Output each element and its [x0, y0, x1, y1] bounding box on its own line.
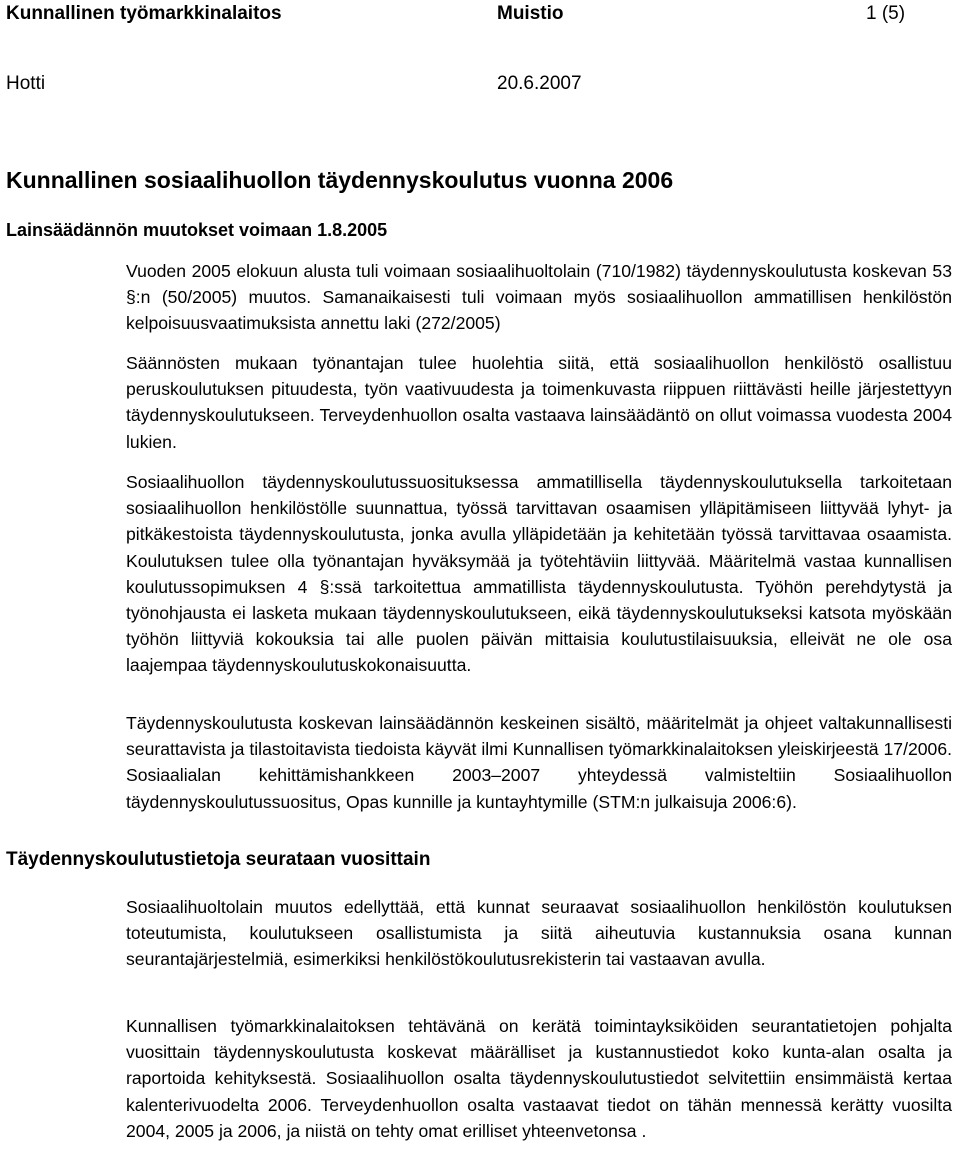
paragraph-data-collection: Kunnallisen työmarkkinalaitoksen tehtävänä on kerätä toimintayksiköiden seurantatietojen pohjalta vuosittain täydennyskoulutusta koskevat määrälliset ja kustannustiedot koko kunta-alan osalta ja raportoida kehityksestä. Sosiaalihuollon osalta täydennyskoulutustiedot selvitettiin ensimmäistä kertaa kalenterivuodelta 2006. Terveydenhuollon osalta vastaavat tiedot on tähän mennessä kerätty vuosilta 2004, 2005 ja 2006, ja niistä on tehty omat erilliset yhteenvetonsa . [126, 1016, 952, 1141]
paragraph-legislation-content: Täydennyskoulutusta koskevan lainsäädännön keskeinen sisältö, määritelmät ja ohjeet valtakunnallisesti seurattavista ja tilastoitavista tiedoista käyvät ilmi Kunnallisen työmarkkinalaitoksen yleiskirjeestä 17/2006. Sosiaalialan kehittämishankkeen 2003–2007 yhteydessä valmisteltiin Sosiaalihuollon täydennyskoulutussuositus, Opas kunnille ja kuntayhtymille (STM:n julkaisuja 2006:6). [126, 713, 952, 812]
section-title: Täydennyskoulutustietoja seurataan vuosittain [6, 849, 431, 870]
organization-name: Kunnallinen työmarkkinalaitos [6, 3, 282, 24]
paragraph-monitoring: Sosiaalihuoltolain muutos edellyttää, että kunnat seuraavat sosiaalihuollon henkilöstön koulutuksen toteutumista, koulutukseen osallistumista ja siitä aiheutuvia kustannuksia osana kunnan seurantajärjestelmiä, esimerkiksi henkilöstökoulutusrekisterin tai vastaavan avulla. [126, 897, 952, 970]
paragraph-definition: Sosiaalihuollon täydennyskoulutussuosituksessa ammatillisella täydennyskoulutuksella tarkoitetaan sosiaalihuollon henkilöstölle suunnattua, työssä tarvittavan osaamisen ylläpitämiseen liittyvää lyhyt- ja pitkäkestoista täydennyskoulutusta, jonka avulla ylläpidetään ja kehitetään työssä tarvittavaa osaamista. Koulutuksen tulee olla työnantajan hyväksymää ja työtehtäviin liittyvää. Määritelmä vastaa kunnallisen koulutussopimuksen 4 §:ssä tarkoitettua ammatillista täydennyskoulutusta. Työhön perehdytystä ja työnohjausta ei lasketa mukaan täydennyskoulutukseen, eikä täydennyskoulutukseksi katsota myöskään työhön liittyviä kokouksia tai alle puolen päivän mittaisia koulutustilaisuuksia, elleivät ne ole osa laajempaa täydennyskoulutuskokonaisuutta. [126, 472, 952, 676]
document-subtitle: Lainsäädännön muutokset voimaan 1.8.2005 [6, 220, 388, 240]
document-date: 20.6.2007 [497, 73, 582, 94]
author-name: Hotti [6, 73, 46, 94]
paragraph-law-change: Vuoden 2005 elokuun alusta tuli voimaan sosiaalihuoltolain (710/1982) täydennyskoulutusta koskevan 53 §:n (50/2005) muutos. Samanaikaisesti tuli voimaan myös sosiaalihuollon ammatillisen henkilöstön kelpoisuusvaatimuksista annettu laki (272/2005) [126, 261, 952, 334]
page-number: 1 (5) [866, 3, 906, 24]
document-title: Kunnallinen sosiaalihuollon täydennyskoulutus vuonna 2006 [6, 167, 674, 193]
document-type: Muistio [497, 3, 564, 24]
paragraph-employer-duty: Säännösten mukaan työnantajan tulee huolehtia siitä, että sosiaalihuollon henkilöstö osallistuu peruskoulutuksen pituudesta, työn vaativuudesta ja toimenkuvasta riippuen riittävästi heille järjestettyyn täydennyskoulutukseen. Terveydenhuollon osalta vastaava lainsäädäntö on ollut voimassa vuodesta 2004 lukien. [126, 353, 952, 452]
